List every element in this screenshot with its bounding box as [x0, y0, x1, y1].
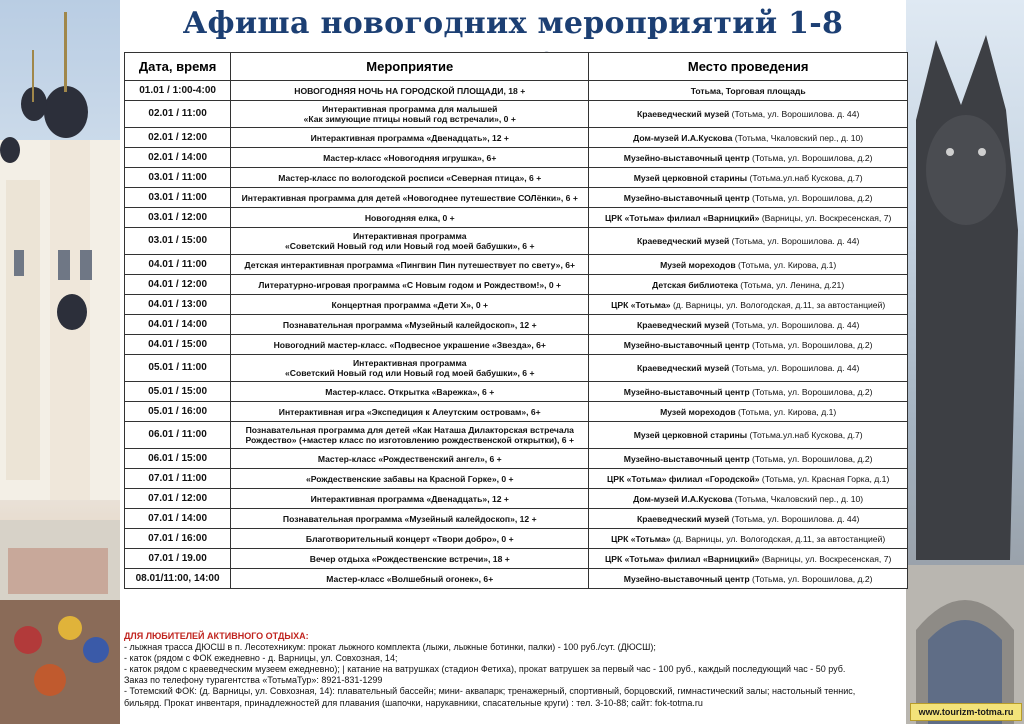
- event-date: 04.01 / 11:00: [125, 255, 231, 275]
- table-row: [125, 422, 908, 449]
- event-title: [231, 275, 589, 295]
- table-row: [125, 382, 908, 402]
- event-place: [589, 382, 908, 402]
- event-title: [231, 315, 589, 335]
- place-name: Музейно-выставочный центр: [623, 386, 750, 397]
- place-name: Дом-музей И.А.Кускова: [633, 132, 733, 143]
- event-title: [231, 355, 589, 382]
- active-leisure-heading: ДЛЯ ЛЮБИТЕЛЕЙ АКТИВНОГО ОТДЫХА:: [124, 631, 309, 641]
- place-name: Краеведческий музей: [636, 109, 730, 119]
- event-place: [589, 275, 908, 295]
- event-date: 03.01 / 12:00: [125, 208, 231, 228]
- header-event: Мероприятие: [231, 53, 589, 81]
- place-address: (Тотьма, ул. Ворошилова, д.2): [749, 453, 873, 464]
- event-date: 06.01 / 15:00: [125, 449, 231, 469]
- event-date: 03.01 / 11:00: [125, 168, 231, 188]
- place-address: (д. Варницы, ул. Вологодская, д.11, за автостанцией): [670, 533, 886, 544]
- place-address: (Тотьма, ул. Ворошилова, д.2): [749, 152, 873, 163]
- event-title: [231, 489, 589, 509]
- place-address: (Тотьма, ул. Красная Горка, д.1): [759, 473, 890, 484]
- event-date: 02.01 / 11:00: [125, 101, 231, 128]
- event-title: [231, 101, 589, 128]
- event-date: 04.01 / 12:00: [125, 275, 231, 295]
- place-address: (Тотьма, ул. Кирова, д.1): [735, 406, 837, 417]
- website-link[interactable]: www.tourizm-totma.ru: [910, 703, 1022, 721]
- place-address: (Тотьма, ул. Ворошилова, д.2): [749, 573, 873, 584]
- table-row: [125, 295, 908, 315]
- event-title-line: Интерактивная программа «Двенадцать», 12 +: [310, 493, 509, 504]
- event-title-line: «Советский Новый год или Новый год моей бабушки», 6 +: [285, 241, 535, 251]
- table-row: [125, 148, 908, 168]
- place-address: (Тотьма, ул. Ворошилова. д. 44): [729, 236, 860, 246]
- place-address: (Тотьма, ул. Ворошилова. д. 44): [729, 363, 860, 373]
- header-date: Дата, время: [125, 53, 231, 81]
- table-row: [125, 355, 908, 382]
- event-date: 03.01 / 11:00: [125, 188, 231, 208]
- event-title: [231, 382, 589, 402]
- event-title: [231, 449, 589, 469]
- event-title-line: Познавательная программа «Музейный калейдоскоп», 12 +: [282, 513, 537, 524]
- table-row: [125, 128, 908, 148]
- event-title-line: Детская интерактивная программа «Пингвин Пин путешествует по свету», 6+: [244, 259, 576, 270]
- event-date: 05.01 / 11:00: [125, 355, 231, 382]
- event-place: [589, 509, 908, 529]
- event-date: 07.01 / 14:00: [125, 509, 231, 529]
- active-leisure-line: - Тотемский ФОК: (д. Варницы, ул. Совхозная, 14): плавательный бассейн; мини- аквапарк; тренажерный, спортивный, борцовский, гимнастический залы; настольный теннис,: [124, 686, 856, 697]
- place-address: (Тотьма, ул. Кирова, д.1): [735, 259, 837, 270]
- event-title-line: Мастер-класс «Новогодняя игрушка», 6+: [323, 152, 497, 163]
- event-title: [231, 509, 589, 529]
- active-leisure-line: - лыжная трасса ДЮСШ в п. Лесотехникум: прокат лыжного комплекта (лыжи, лыжные ботинки, палки) - 100 руб./сут. (ДЮСШ);: [124, 642, 656, 653]
- church-photo: [0, 0, 120, 724]
- event-title-line: «Советский Новый год или Новый год моей бабушки», 6 +: [285, 368, 535, 378]
- event-title: [231, 188, 589, 208]
- place-address: (Варницы, ул. Воскресенская, 7): [759, 212, 892, 223]
- place-name: Музейно-выставочный центр: [623, 192, 750, 203]
- table-row: [125, 275, 908, 295]
- event-title-line: Интерактивная программа для детей «Новогоднее путешествие СОЛёнки», 6 +: [241, 192, 578, 203]
- event-date: 02.01 / 14:00: [125, 148, 231, 168]
- event-date: 04.01 / 15:00: [125, 335, 231, 355]
- page-title: Афиша новогодних мероприятий 1-8: [182, 6, 844, 41]
- event-date: 04.01 / 14:00: [125, 315, 231, 335]
- event-place: [589, 148, 908, 168]
- event-title-line: Интерактивная игра «Экспедиция к Алеутским островам», 6+: [278, 406, 541, 417]
- place-name: Тотьма, Торговая площадь: [690, 85, 806, 96]
- event-place: [589, 228, 908, 255]
- table-row: [125, 208, 908, 228]
- event-place: [589, 335, 908, 355]
- place-address: (Варницы, ул. Воскресенская, 7): [759, 553, 892, 564]
- event-place: [589, 569, 908, 589]
- place-name: Краеведческий музей: [636, 319, 730, 330]
- event-place: [589, 549, 908, 569]
- place-name: Дом-музей И.А.Кускова: [633, 493, 733, 504]
- event-title-line: «Как зимующие птицы новый год встречали», 0 +: [303, 114, 516, 124]
- table-row: [125, 549, 908, 569]
- event-title: [231, 402, 589, 422]
- event-place: [589, 168, 908, 188]
- table-row: [125, 255, 908, 275]
- event-date: 03.01 / 15:00: [125, 228, 231, 255]
- place-address: (Тотьма, Чкаловский пер., д. 10): [732, 132, 864, 143]
- event-place: [589, 315, 908, 335]
- event-place: [589, 295, 908, 315]
- place-name: Музейно-выставочный центр: [623, 573, 750, 584]
- place-address: (Тотьма, ул. Ворошилова. д. 44): [729, 513, 860, 524]
- active-leisure-line: бильярд. Прокат инвентаря, принадлежностей для плавания (шапочки, нарукавники, спасательные круги) : тел. 3-10-88; сайт: fok-totma.ru: [124, 697, 703, 708]
- event-place: [589, 449, 908, 469]
- event-date: 05.01 / 15:00: [125, 382, 231, 402]
- event-place: [589, 355, 908, 382]
- place-name: ЦРК «Тотьма»: [611, 533, 671, 544]
- table-row: [125, 335, 908, 355]
- event-title-line: Мастер-класс. Открытка «Варежка», 6 +: [325, 386, 495, 397]
- event-title-line: Новогодняя елка, 0 +: [364, 212, 455, 223]
- event-title: [231, 569, 589, 589]
- event-title-line: Новогодний мастер-класс. «Подвесное украшение «Звезда», 6+: [273, 339, 546, 350]
- table-row: [125, 81, 908, 101]
- event-title-line: «Рождественские забавы на Красной Горке», 0 +: [305, 473, 514, 484]
- event-date: 07.01 / 19.00: [125, 549, 231, 569]
- table-row: [125, 449, 908, 469]
- event-title: [231, 529, 589, 549]
- active-leisure-section: [124, 631, 910, 709]
- event-date: 01.01 / 1:00-4:00: [125, 81, 231, 101]
- place-name: Музей мореходов: [660, 259, 736, 270]
- place-address: (Тотьма, ул. Ворошилова, д.2): [749, 386, 873, 397]
- table-row: [125, 168, 908, 188]
- event-place: [589, 422, 908, 449]
- place-name: Музей церковной старины: [633, 172, 748, 183]
- event-date: 02.01 / 12:00: [125, 128, 231, 148]
- place-address: (Тотьма.ул.наб Кускова, д.7): [747, 172, 863, 183]
- event-date: 08.01/11:00, 14:00: [125, 569, 231, 589]
- place-name: Краеведческий музей: [636, 513, 730, 524]
- event-place: [589, 188, 908, 208]
- event-place: [589, 81, 908, 101]
- table-row: [125, 101, 908, 128]
- place-address: (Тотьма, ул. Ворошилова, д.2): [749, 192, 873, 203]
- event-title-line: Рождество» (+мастер класс по изготовлению рождественской открытки), 6 +: [245, 435, 574, 445]
- place-address: (Тотьма, ул. Ворошилова. д. 44): [729, 109, 860, 119]
- table-row: [125, 188, 908, 208]
- event-title-line: Познавательная программа для детей «Как Наташа Дилакторская встречала: [245, 425, 574, 435]
- event-title-line: Мастер-класс по вологодской росписи «Северная птица», 6 +: [278, 172, 542, 183]
- place-name: Краеведческий музей: [636, 236, 730, 246]
- event-title-line: Концертная программа «Дети Х», 0 +: [331, 299, 489, 310]
- active-leisure-line: - каток (рядом с ФОК ежедневно - д. Варницы, ул. Совхозная, 14;: [124, 653, 398, 664]
- event-place: [589, 128, 908, 148]
- event-place: [589, 469, 908, 489]
- table-header-row: [125, 53, 908, 81]
- fox-statue-photo: [906, 0, 1024, 724]
- table-row: [125, 509, 908, 529]
- event-title: [231, 81, 589, 101]
- place-name: Музейно-выставочный центр: [623, 339, 750, 350]
- table-row: [125, 315, 908, 335]
- event-title: [231, 422, 589, 449]
- event-date: 04.01 / 13:00: [125, 295, 231, 315]
- table-row: [125, 569, 908, 589]
- table-row: [125, 228, 908, 255]
- event-title-line: Мастер-класс «Рождественский ангел», 6 +: [317, 453, 502, 464]
- event-title: [231, 168, 589, 188]
- church-illustration: [0, 0, 120, 724]
- event-title: [231, 255, 589, 275]
- event-title: [231, 295, 589, 315]
- event-title: [231, 469, 589, 489]
- place-name: ЦРК «Тотьма» филиал «Городской»: [607, 473, 760, 484]
- table-row: [125, 402, 908, 422]
- place-name: Музейно-выставочный центр: [623, 152, 750, 163]
- event-date: 07.01 / 11:00: [125, 469, 231, 489]
- place-name: Музей мореходов: [660, 406, 736, 417]
- active-leisure-line: Заказ по телефону турагентства «ТотьмаТур»: 8921-831-1299: [124, 675, 383, 686]
- event-place: [589, 402, 908, 422]
- event-title-line: НОВОГОДНЯЯ НОЧЬ НА ГОРОДСКОЙ ПЛОЩАДИ, 18 +: [294, 85, 526, 96]
- events-table-body: [125, 81, 908, 589]
- place-name: ЦРК «Тотьма»: [611, 299, 671, 310]
- table-row: [125, 529, 908, 549]
- place-address: (Тотьма, ул. Ленина, д.21): [737, 279, 845, 290]
- header-place: Место проведения: [589, 53, 908, 81]
- event-place: [589, 529, 908, 549]
- place-name: ЦРК «Тотьма» филиал «Варницкий»: [605, 212, 760, 223]
- table-row: [125, 489, 908, 509]
- place-name: Музейно-выставочный центр: [623, 453, 750, 464]
- place-address: (Тотьма.ул.наб Кускова, д.7): [747, 430, 863, 440]
- event-title: [231, 335, 589, 355]
- event-title-line: Мастер-класс «Волшебный огонек», 6+: [326, 573, 494, 584]
- event-date: 07.01 / 16:00: [125, 529, 231, 549]
- event-title-line: Интерактивная программа: [353, 231, 467, 241]
- event-title-line: Благотворительный концерт «Твори добро», 0 +: [305, 533, 514, 544]
- place-address: (Тотьма, ул. Ворошилова. д. 44): [729, 319, 860, 330]
- event-title: [231, 228, 589, 255]
- event-place: [589, 489, 908, 509]
- place-name: Краеведческий музей: [636, 363, 730, 373]
- events-table: [124, 52, 908, 589]
- place-name: Детская библиотека: [652, 279, 738, 290]
- event-date: 07.01 / 12:00: [125, 489, 231, 509]
- place-address: (д. Варницы, ул. Вологодская, д.11, за автостанцией): [670, 299, 886, 310]
- event-date: 06.01 / 11:00: [125, 422, 231, 449]
- event-title-line: Интерактивная программа «Двенадцать», 12 +: [310, 132, 509, 143]
- event-place: [589, 101, 908, 128]
- event-title-line: Интерактивная программа: [353, 358, 467, 368]
- place-address: (Тотьма, Чкаловский пер., д. 10): [732, 493, 864, 504]
- active-leisure-line: - каток рядом с краеведческим музеем ежедневно); | катание на ватрушках (стадион Фетиха), прокат ватрушек за первый час - 100 руб., каждый последующий час - 50 руб.: [124, 664, 846, 675]
- place-name: ЦРК «Тотьма» филиал «Варницкий»: [605, 553, 760, 564]
- event-title: [231, 148, 589, 168]
- event-title-line: Вечер отдыха «Рождественские встречи», 18 +: [309, 553, 510, 564]
- event-title: [231, 128, 589, 148]
- event-place: [589, 255, 908, 275]
- event-date: 05.01 / 16:00: [125, 402, 231, 422]
- fox-statue-illustration: [906, 0, 1024, 724]
- event-title-line: Познавательная программа «Музейный калейдоскоп», 12 +: [282, 319, 537, 330]
- place-name: Музей церковной старины: [633, 430, 748, 440]
- event-title-line: Литературно-игровая программа «С Новым годом и Рождеством!», 0 +: [258, 279, 562, 290]
- event-title: [231, 208, 589, 228]
- event-title: [231, 549, 589, 569]
- place-address: (Тотьма, ул. Ворошилова, д.2): [749, 339, 873, 350]
- event-title-line: Интерактивная программа для малышей: [322, 104, 498, 114]
- table-row: [125, 469, 908, 489]
- event-place: [589, 208, 908, 228]
